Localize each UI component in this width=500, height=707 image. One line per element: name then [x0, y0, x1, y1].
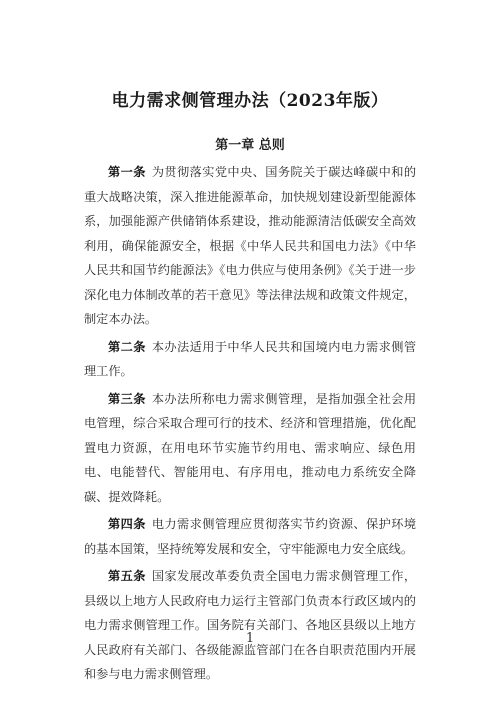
article-1-label: 第一条	[108, 165, 146, 179]
article-5-label: 第五条	[108, 569, 146, 583]
page-number: 1	[245, 631, 255, 646]
document-body	[84, 160, 416, 690]
article-2-text: 本办法适用于中华人民共和国境内电力需求侧管理工作。	[84, 339, 417, 378]
chapter-title: 第一章 总则	[215, 138, 285, 153]
article-4-label: 第四条	[108, 517, 146, 531]
article-3-text: 本办法所称电力需求侧管理，是指加强全社会用电管理，综合采取合理可行的技术、经济和管理措施，优化配置电力资源，在用电环节实施节约用电、需求响应、绿色用电、电能替代、智能用电、有序用电，推动电力系统安全降碳、提效降耗。	[84, 391, 417, 504]
article-5-text: 国家发展改革委负责全国电力需求侧管理工作，县级以上地方人民政府电力运行主管部门负责本行政区域内的电力需求侧管理工作。国务院有关部门、各地区县级以上地方人民政府有关部门、各级能源监管部门在各自职责范围内开展和参与电力需求侧管理。	[84, 569, 417, 681]
article-3-label: 第三条	[108, 391, 146, 406]
article-3	[84, 387, 416, 510]
article-4	[84, 512, 416, 561]
article-1	[84, 160, 416, 332]
article-5	[84, 564, 416, 687]
article-1-text: 为贯彻落实党中央、国务院关于碳达峰碳中和的重大战略决策，深入推进能源革命，加快规划建设新型能源体系，加强能源产供储销体系建设，推动能源清洁低碳安全高效利用，确保能源安全，根据《中华人民共和国电力法》《中华人民共和国节约能源法》《电力供应与使用条例》《关于进一步深化电力体制改革的若干意见》等法律法规和政策文件规定，制定本办法。	[84, 165, 417, 326]
article-2-label: 第二条	[108, 339, 146, 354]
article-2	[84, 335, 416, 384]
document-title: 电力需求侧管理办法（2023年版）	[111, 91, 389, 111]
article-4-text: 电力需求侧管理应贯彻落实节约资源、保护环境的基本国策，坚持统筹发展和安全，守牢能源电力安全底线。	[84, 517, 417, 556]
